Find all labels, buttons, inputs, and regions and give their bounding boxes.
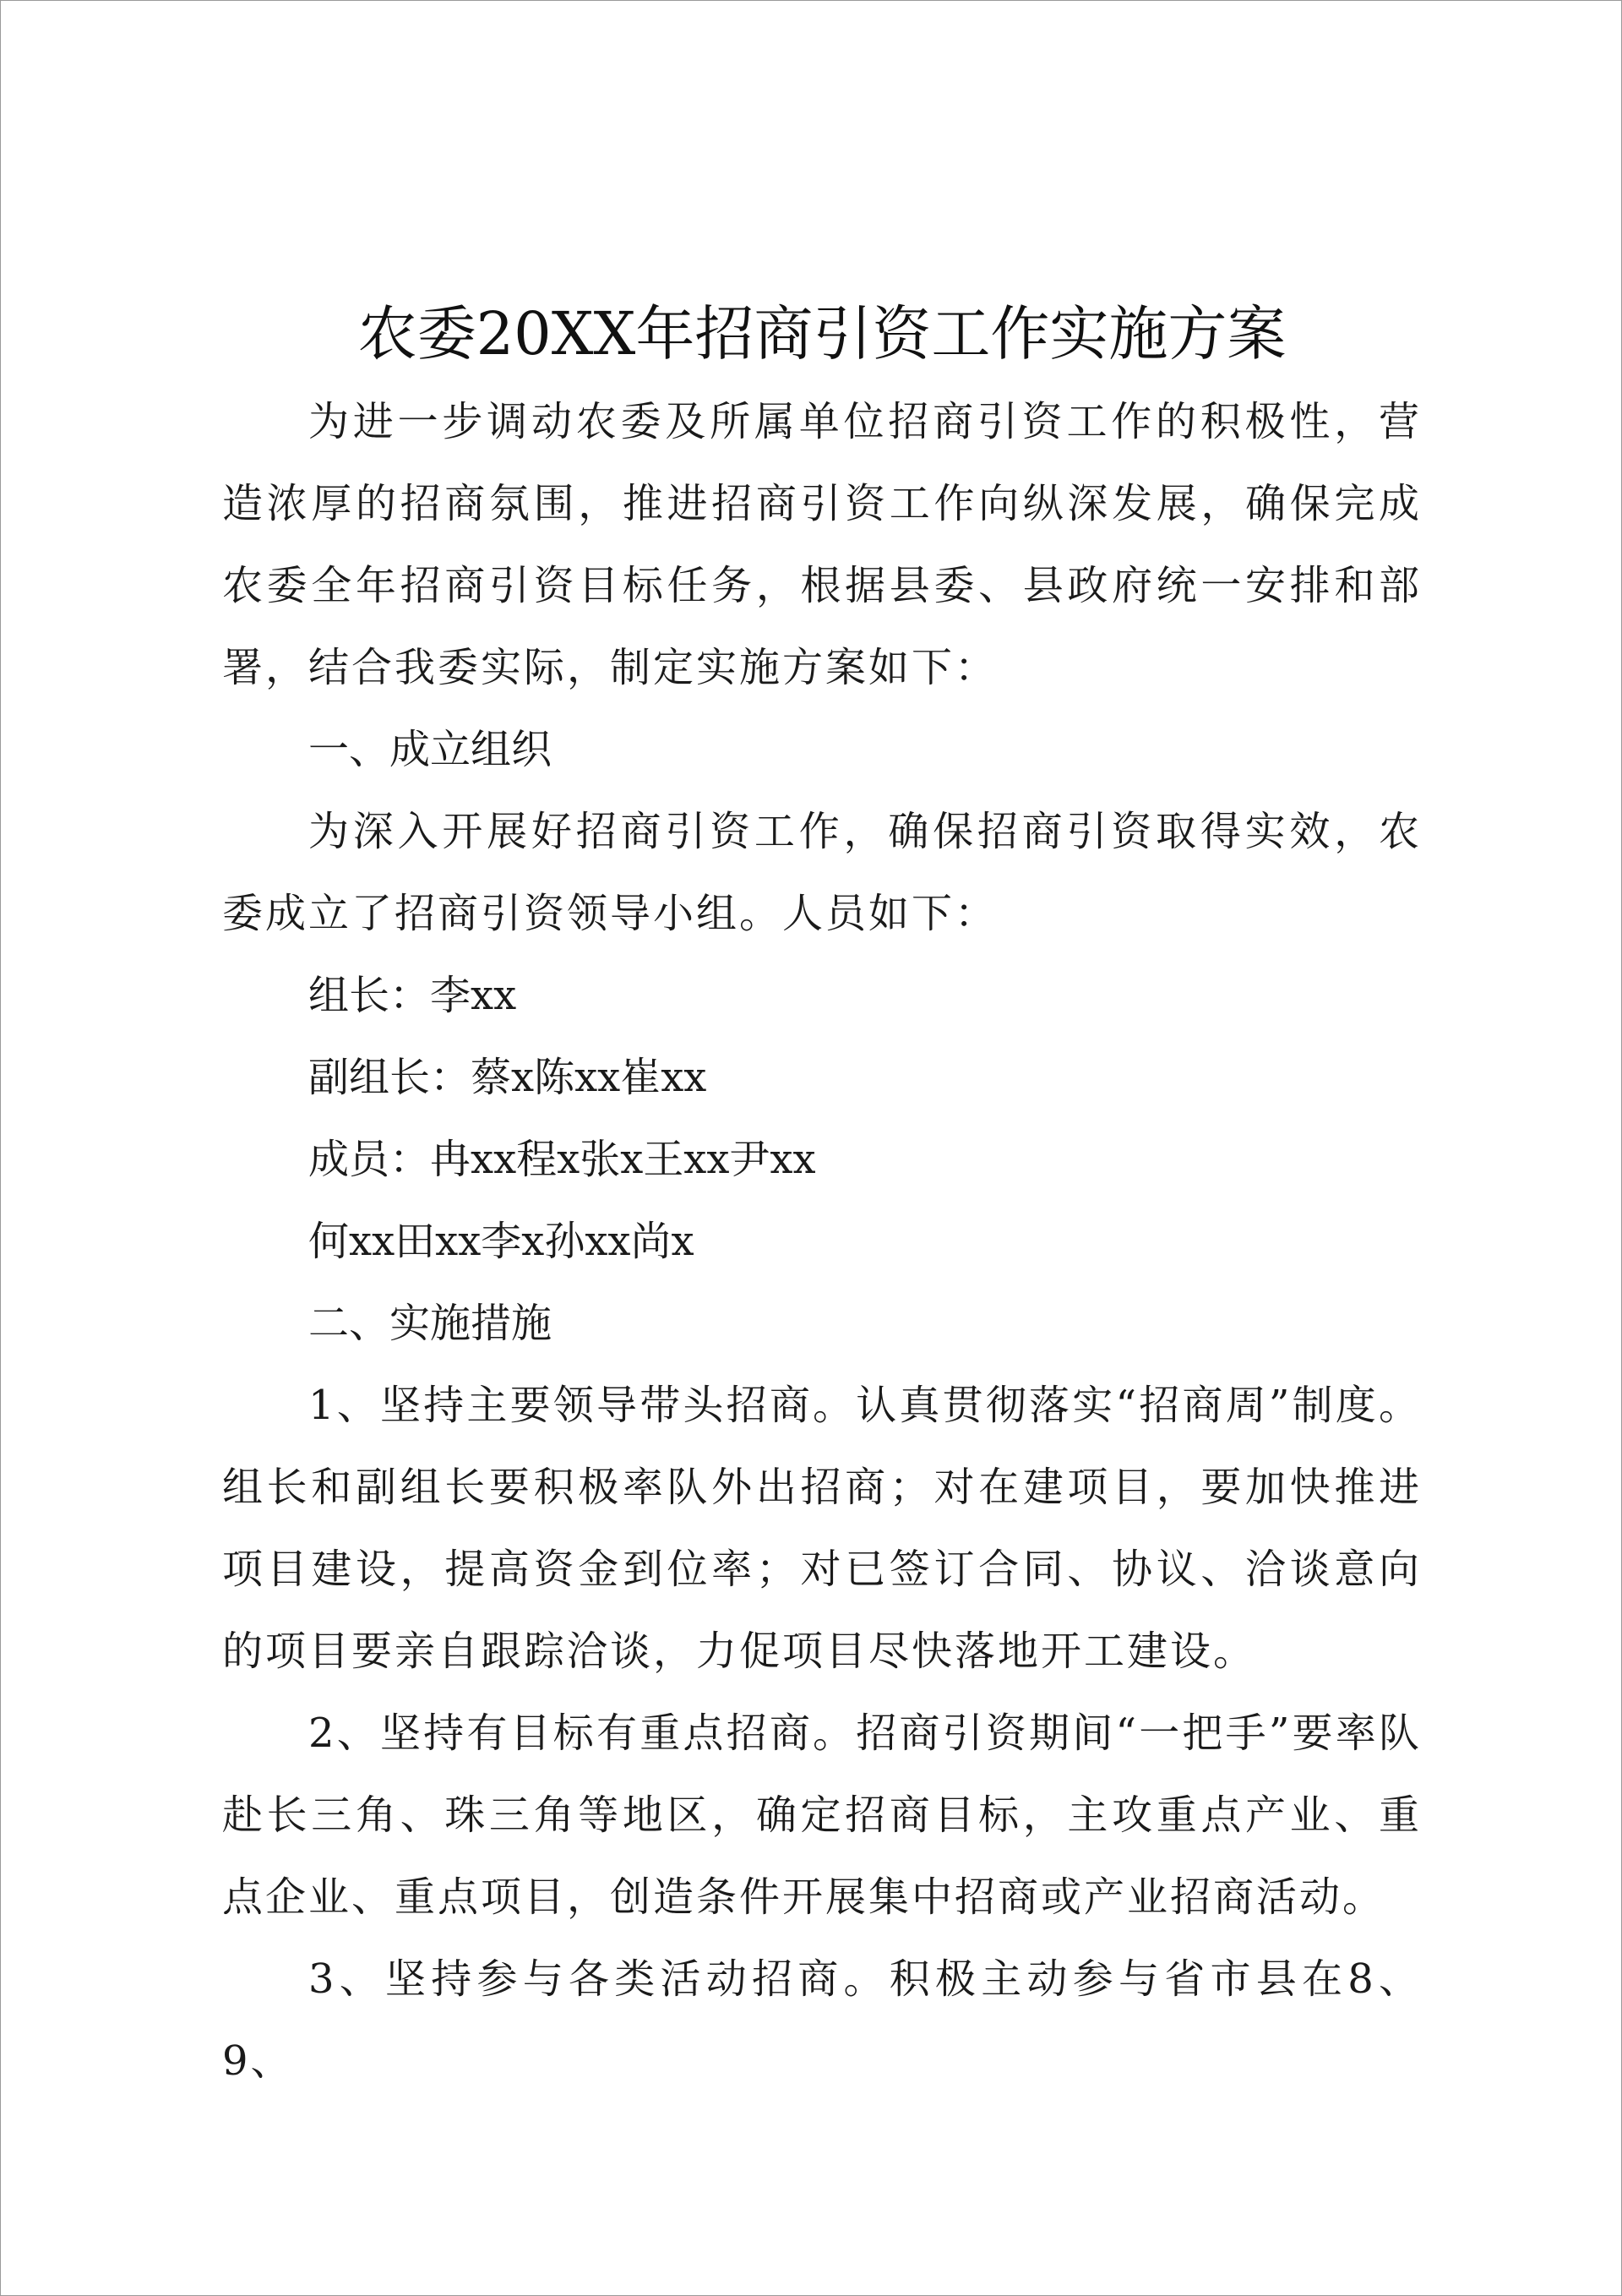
measure-item-3: 3、坚持参与各类活动招商。积极主动参与省市县在8、9、 xyxy=(222,1955,1422,2085)
deputy-leaders-line: 副组长：蔡x陈xx崔xx xyxy=(308,1054,707,1101)
section-1-paragraph: 为深入开展好招商引资工作，确保招商引资取得实效，农委成立了招商引资领导小组。人员如下： xyxy=(222,808,1422,937)
measure-item-1: 1、坚持主要领导带头招商。认真贯彻落实“招商周”制度。组长和副组长要积极率队外出招商；对在建项目，要加快推进项目建设，提高资金到位率；对已签订合同、协议、洽谈意向的项目要亲自跟踪洽谈，力促项目尽快落地开工建设。 xyxy=(222,1382,1422,1675)
section-1-heading: 一、成立组织 xyxy=(308,726,552,773)
intro-paragraph: 为进一步调动农委及所属单位招商引资工作的积极性，营造浓厚的招商氛围，推进招商引资工作向纵深发展，确保完成农委全年招商引资目标任务，根据县委、县政府统一安排和部署，结合我委实际，制定实施方案如下： xyxy=(222,398,1422,691)
members-line-2: 何xx田xx李x孙xx尚x xyxy=(308,1218,694,1265)
document-body xyxy=(222,286,1422,2102)
leader-line: 组长：李xx xyxy=(308,972,517,1019)
measure-item-2: 2、坚持有目标有重点招商。招商引资期间“一把手”要率队赴长三角、珠三角等地区，确定招商目标，主攻重点产业、重点企业、重点项目，创造条件开展集中招商或产业招商活动。 xyxy=(222,1710,1422,1921)
members-line-1: 成员：冉xx程x张x王xx尹xx xyxy=(308,1136,816,1183)
document-title: 农委20XX年招商引资工作实施方案 xyxy=(357,299,1287,368)
section-2-heading: 二、实施措施 xyxy=(308,1300,552,1347)
